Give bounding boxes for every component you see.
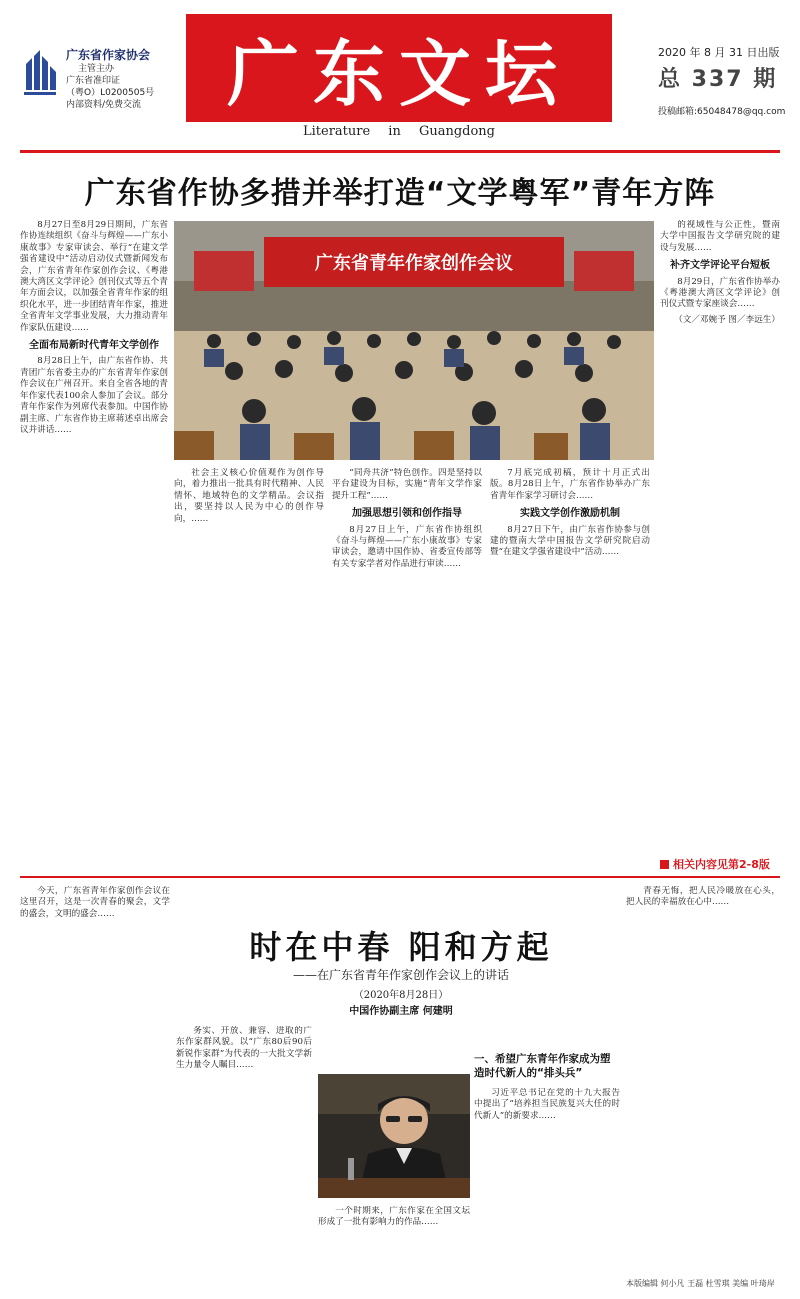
lead-col4-subhead: 实践文学创作激励机制: [520, 508, 620, 520]
speech-headline: 时在中春 阳和方起: [249, 928, 553, 966]
speech-column-1: [20, 886, 170, 1290]
speech-column-3: [474, 1088, 620, 1290]
publisher-name: 广东省作家协会: [66, 48, 151, 62]
speech-column-2: [176, 1026, 312, 1290]
sponsor-label: 主管主办: [78, 64, 115, 74]
speech-section-head: 一、希望广东青年作家成为塑造时代新人的“排头兵”: [474, 1053, 611, 1079]
masthead: [0, 0, 800, 139]
lead-headline: 广东省作协多措并举打造“文学粤军”青年方阵: [84, 176, 716, 211]
lead-column-2: [174, 468, 324, 864]
related-content-label: 相关内容见第2-8版: [673, 858, 770, 871]
lead-col3-text: “同舟共济”特色创作。四是坚持以平台建设为目标，实施“青年文学作家提升工程”……: [332, 468, 482, 501]
lead-column-5: [660, 220, 780, 850]
speaker-photo-caption: [318, 1206, 470, 1290]
publisher-info: [66, 46, 154, 111]
banner-text: 广东省青年作家创作会议: [315, 253, 513, 274]
contact-email: 投稿邮箱:65048478@qq.com: [658, 107, 786, 117]
newspaper-subtitle: Literature in Guangdong: [302, 124, 496, 139]
square-bullet-icon: [660, 860, 669, 869]
speech-col2-text: 务实、开放、兼容、进取的广东作家群风貌。以“广东80后90后新锐作家群”为代表的一大批文学新生力量令人瞩目……: [176, 1026, 312, 1071]
permit-label: 广东省准印证: [66, 76, 121, 86]
lead-col2-text: 社会主义核心价值观作为创作导向，着力推出一批具有时代精神、人民情怀、地域特色的文学精品。会议指出，要坚持以人民为中心的创作导向，……: [174, 468, 324, 524]
conference-photo-image: [174, 221, 654, 460]
lead-col4-text-b: 8月27日下午，由广东省作协参与创建的暨南大学中国报告文学研究院启动暨“在建文学强省建设中”活动……: [490, 524, 650, 558]
lead-column-3: [332, 468, 482, 864]
speech-column-4: [626, 886, 780, 1272]
lead-byline: （文／邓婉予 图／李远生）: [674, 314, 780, 325]
lead-col5-text-b: 8月29日，广东省作协举办《粤港澳大湾区文学评论》创刊仪式暨专家座谈会……: [660, 276, 780, 310]
lead-col1-text-b: 8月28日上午，由广东省作协、共青团广东省委主办的广东省青年作家创作会议在广州召开。来自全省各地的青年作家代表100余人参加了会议。部分青年作家作为列席代表参加。中国作协副主席、广东省作协主席蒋述卓出席会议并讲话……: [20, 356, 168, 435]
title-box: [186, 14, 612, 122]
page-editors: 本版编辑 何小凡 王磊 杜雪琪 美编 叶琦岸: [626, 1279, 775, 1288]
lead-col4-text: 7月底完成初稿，预计十月正式出版。8月28日上午，广东省作协举办广东省青年作家学习研讨会……: [490, 468, 650, 501]
lead-column-1: [20, 220, 168, 638]
lead-col5-subhead: 补齐文学评论平台短板: [670, 260, 770, 272]
related-content-link[interactable]: [660, 856, 770, 872]
speaker-photo-image: [318, 1074, 470, 1198]
speech-col1-text: 今天，广东省青年作家创作会议在这里召开，这是一次青春的聚会，文学的盛会，文明的盛会……: [20, 886, 170, 919]
conference-photo: [174, 221, 654, 460]
lead-col1-subhead: 全面布局新时代青年文学创作: [29, 340, 159, 352]
speech-col3-text: 习近平总书记在党的十九大报告中提出了“培养担当民族复兴大任的时代新人”的新要求……: [474, 1088, 620, 1121]
speech-subline: ——在广东省青年作家创作会议上的讲话: [292, 968, 509, 982]
issue-date: 2020 年 8 月 31 日出版: [658, 46, 780, 59]
speaker-caption-text: 一个时期来，广东作家在全国文坛形成了一批有影响力的作品……: [318, 1206, 470, 1228]
speech-col4-text: 青春无悔，把人民冷暖放在心头，把人民的幸福放在心中……: [626, 886, 780, 908]
newspaper-title: 广东文坛: [226, 31, 571, 116]
lead-col3-text-b: 8月27日上午，广东省作协组织《奋斗与辉煌——广东小康故事》专家审读会，邀请中国作协、省委宣传部等有关专家学者对作品进行审读……: [332, 524, 482, 569]
section-divider: [20, 876, 780, 878]
speaker-photo: [318, 1074, 470, 1198]
lead-col3-subhead: 加强思想引领和创作指导: [352, 508, 462, 520]
issue-number: 总 337 期: [658, 67, 778, 92]
lead-column-4: [490, 468, 650, 864]
speech-author: 中国作协副主席 何建明: [349, 1006, 453, 1017]
lead-col5-text: 的视域性与公正性，暨南大学中国报告文学研究院的建设与发展……: [660, 220, 780, 253]
masthead-rule: [20, 150, 780, 153]
association-logo-icon: [20, 46, 60, 98]
lead-col1-text: 8月27日至8月29日期间，广东省作协连续组织《奋斗与辉煌——广东小康故事》专家审读会、举行“在建文学强省建设中”活动启动仪式暨新闻发布会，广东省青年作家创作会议、《粤港澳大湾区文学评论》创刊仪式等五个青年方面会议，以加强全省青年作家的组织化水平，进一步团结青年作家，推进全省青年文学事业发展，大力推动青年作家队伍建设……: [20, 220, 168, 333]
permit-number: （粤O）L0200505号: [66, 88, 155, 98]
speech-date: （2020年8月28日）: [353, 990, 449, 1001]
distribution-note: 内部资料/免费交流: [66, 100, 142, 110]
